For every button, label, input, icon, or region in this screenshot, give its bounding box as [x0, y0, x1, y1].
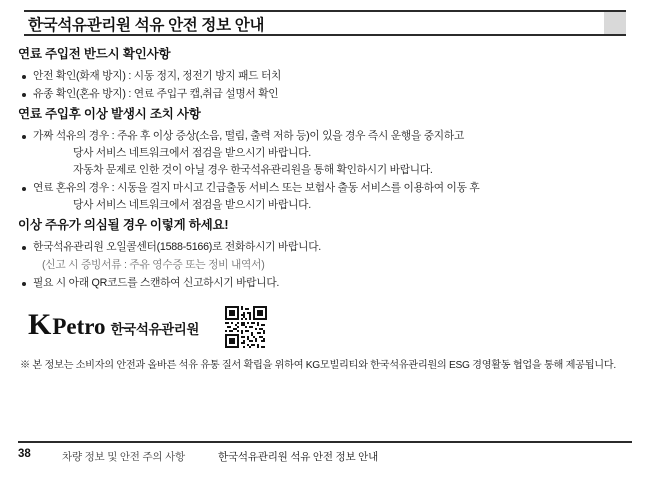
list-item	[18, 86, 634, 103]
bullet-dot-icon	[22, 75, 26, 79]
kpetro-logo	[28, 310, 199, 340]
bullet-dot-icon	[22, 187, 26, 191]
list-item-continuation: 당사 서비스 네트워크에서 점검을 받으시기 바랍니다.	[73, 147, 311, 159]
footer-section-title: 한국석유관리원 석유 안전 정보 안내	[218, 451, 379, 463]
bullet-dot-icon	[22, 246, 26, 250]
list-item	[18, 128, 634, 179]
list-item	[18, 68, 634, 85]
list-item-continuation: 당사 서비스 네트워크에서 점검을 받으시기 바랍니다.	[73, 199, 311, 211]
list-item	[18, 275, 634, 292]
list-suspicious-fueling-2	[18, 275, 634, 292]
list-item-continuation: 자동차 문제로 인한 것이 아닐 경우 한국석유관리원을 통해 확인하시기 바랍니다.	[73, 164, 433, 176]
list-item-text: 한국석유관리원 오일콜센터(1588-5166)로 전화하시기 바랍니다.	[33, 241, 321, 253]
document-content	[18, 44, 634, 373]
qr-code-icon[interactable]	[223, 304, 269, 350]
title-rule-top	[24, 10, 626, 12]
list-item-text: 가짜 석유의 경우 : 주유 후 이상 증상(소음, 떨림, 출력 저하 등)이 있을 경우 즉시 운행을 중지하고	[33, 130, 465, 142]
section-heading-post-fueling: 연료 주입후 이상 발생시 조치 사항	[18, 107, 201, 121]
footer-rule	[18, 441, 632, 443]
list-post-fueling	[18, 128, 634, 214]
bullet-dot-icon	[22, 135, 26, 139]
section-heading-suspicious-fueling: 이상 주유가 의심될 경우 이렇게 하세요!	[18, 218, 229, 232]
bullet-dot-icon	[22, 93, 26, 97]
list-item-text: 안전 확인(화재 방지) : 시동 정지, 정전기 방지 패드 터치	[33, 70, 282, 82]
list-item-text: 연료 혼유의 경우 : 시동을 걸지 마시고 긴급출동 서비스 또는 보험사 출동 서비스를 이용하여 이동 후	[33, 182, 480, 194]
page-number: 38	[18, 448, 31, 460]
section-heading-pre-fueling: 연료 주입전 반드시 확인사항	[18, 47, 171, 61]
title-swatch	[604, 12, 626, 34]
logo-petro-text: Petro	[52, 314, 106, 339]
bullet-dot-icon	[22, 282, 26, 286]
logo-korean-name: 한국석유관리원	[110, 322, 200, 337]
logo-k-letter: K	[28, 308, 52, 341]
page-title-bar	[24, 10, 626, 36]
evidence-note: (신고 시 증빙서류 : 주유 영수증 또는 정비 내역서)	[42, 259, 265, 271]
page-footer	[18, 448, 632, 466]
list-item-text: 필요 시 아래 QR코드를 스캔하여 신고하시기 바랍니다.	[33, 277, 280, 289]
footer-chapter-title: 차량 정보 및 안전 주의 사항	[62, 451, 185, 463]
title-rule-bottom	[24, 34, 626, 36]
list-suspicious-fueling	[18, 239, 634, 256]
footnote: ※ 본 정보는 소비자의 안전과 올바른 석유 유통 질서 확립을 위하여 KG모빌리티와 한국석유관리원의 ESG 경영활동 협업을 통해 제공됩니다.	[20, 360, 616, 371]
list-pre-fueling	[18, 68, 634, 103]
list-item-text: 유종 확인(혼유 방지) : 연료 주입구 캡,취급 설명서 확인	[33, 88, 279, 100]
brand-row	[18, 304, 634, 350]
list-item	[18, 180, 634, 214]
page-title: 한국석유관리원 석유 안전 정보 안내	[28, 17, 265, 34]
list-item	[18, 239, 634, 256]
